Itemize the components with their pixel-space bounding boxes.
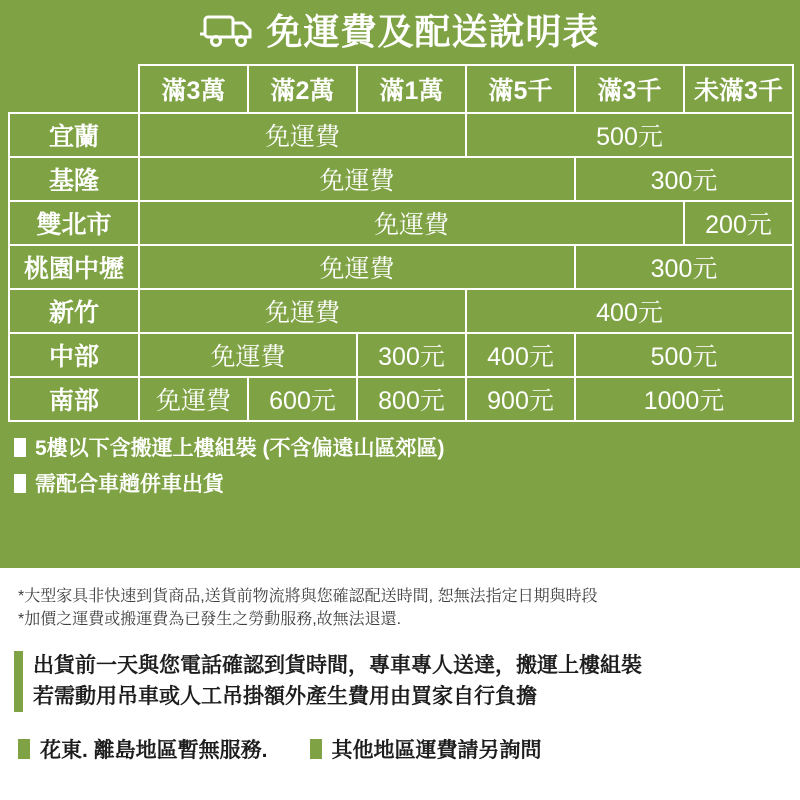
region-label: 桃園中壢	[9, 245, 139, 289]
fee-cell: 200元	[684, 201, 793, 245]
fee-cell: 300元	[575, 157, 793, 201]
column-header: 滿3萬	[139, 65, 248, 113]
fee-cell: 免運費	[139, 245, 575, 289]
fee-cell: 免運費	[139, 113, 466, 157]
vertical-bar-accent	[14, 651, 23, 712]
service-area-text: 其他地區運費請另詢問	[331, 739, 542, 763]
emphasis-line: 若需動用吊車或人工吊掛額外產生費用由買家自行負擔	[33, 684, 537, 708]
square-bullet-icon	[18, 739, 30, 759]
page-header	[0, 0, 800, 64]
fee-cell: 300元	[357, 333, 466, 377]
column-header: 滿1萬	[357, 65, 466, 113]
column-header: 未滿3千	[684, 65, 793, 113]
service-area-row	[18, 734, 782, 764]
fee-cell: 免運費	[139, 157, 575, 201]
shipping-fee-table	[8, 64, 794, 422]
column-header: 滿2萬	[248, 65, 357, 113]
fee-cell: 免運費	[139, 333, 357, 377]
page-title: 免運費及配送說明表	[266, 11, 600, 52]
fee-cell: 300元	[575, 245, 793, 289]
service-area-text: 花東. 離島地區暫無服務.	[40, 739, 268, 763]
table-row	[9, 333, 793, 377]
delivery-truck-icon	[200, 11, 254, 54]
region-label: 新竹	[9, 289, 139, 333]
square-bullet-icon	[14, 474, 26, 493]
square-bullet-icon	[310, 739, 322, 759]
square-bullet-icon	[14, 438, 26, 457]
column-header: 滿3千	[575, 65, 684, 113]
list-item	[14, 432, 800, 462]
region-label: 雙北市	[9, 201, 139, 245]
column-header: 滿5千	[466, 65, 575, 113]
fee-cell: 免運費	[139, 377, 248, 421]
fee-cell: 800元	[357, 377, 466, 421]
table-row	[9, 289, 793, 333]
fee-cell: 1000元	[575, 377, 793, 421]
fee-cell: 400元	[466, 289, 793, 333]
fine-print-line: *大型家具非快速到貨商品,送貨前物流將與您確認配送時間, 恕無法指定日期與時段	[18, 588, 598, 605]
note-text: 需配合車趟併車出貨	[35, 473, 224, 496]
fee-cell: 免運費	[139, 201, 684, 245]
region-label: 宜蘭	[9, 113, 139, 157]
region-label: 基隆	[9, 157, 139, 201]
fine-print-line: *加價之運費或搬運費為已發生之勞動服務,故無法退還.	[18, 610, 402, 628]
emphasis-line: 出貨前一天與您電話確認到貨時間，專車專人送達，搬運上樓組裝	[33, 654, 642, 678]
disclaimer-panel	[0, 568, 800, 800]
note-text: 5樓以下含搬運上樓組裝 (不含偏遠山區郊區)	[35, 437, 445, 460]
region-label: 中部	[9, 333, 139, 377]
table-row	[9, 113, 793, 157]
table-row	[9, 245, 793, 289]
fee-cell: 400元	[466, 333, 575, 377]
fee-cell: 500元	[466, 113, 793, 157]
shipping-fee-table-wrap	[8, 64, 792, 422]
table-body	[9, 113, 793, 421]
green-notes-list	[14, 432, 800, 498]
table-row	[9, 377, 793, 421]
fee-cell: 500元	[575, 333, 793, 377]
list-item	[14, 468, 800, 498]
fee-cell: 免運費	[139, 289, 466, 333]
table-row	[9, 157, 793, 201]
table-corner-cell	[9, 65, 139, 113]
table-row	[9, 201, 793, 245]
region-label: 南部	[9, 377, 139, 421]
fee-cell: 900元	[466, 377, 575, 421]
emphasis-block	[14, 651, 782, 712]
table-header-row	[9, 65, 793, 113]
fee-cell: 600元	[248, 377, 357, 421]
